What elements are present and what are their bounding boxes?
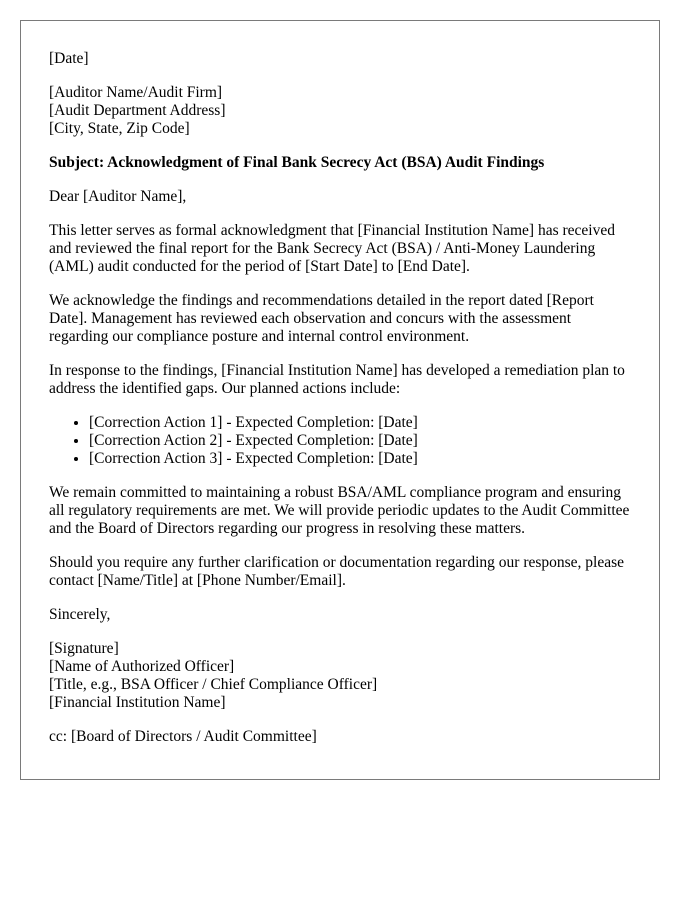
recipient-address — [49, 84, 631, 138]
letter-signoff: Sincerely, — [49, 606, 111, 623]
recipient-department-address: [Audit Department Address] — [49, 102, 226, 119]
paragraph-acknowledgment: This letter serves as formal acknowledgment that [Financial Institution Name] has received and reviewed the final report for the Bank Secrecy Act (BSA) / Anti-Money Laundering (AML) audit conducted for the period of [Start Date] to [End Date]. — [49, 222, 615, 275]
letter-date: [Date] — [49, 50, 89, 67]
paragraph-commitment: We remain committed to maintaining a robust BSA/AML compliance program and ensuring all regulatory requirements are met. We will provide periodic updates to the Audit Committee and the Board of Directors regarding our progress in resolving these matters. — [49, 484, 630, 537]
letter-salutation: Dear [Auditor Name], — [49, 188, 187, 205]
signature-block — [49, 640, 631, 712]
letter-cc: cc: [Board of Directors / Audit Committee] — [49, 728, 317, 745]
list-item: • [Correction Action 2] - Expected Completion: [Date] — [89, 432, 631, 450]
paragraph-remediation: In response to the findings, [Financial Institution Name] has developed a remediation plan to address the identified gaps. Our planned actions include: — [49, 362, 625, 397]
signer-title: [Title, e.g., BSA Officer / Chief Compliance Officer] — [49, 676, 378, 693]
recipient-name: [Auditor Name/Audit Firm] — [49, 84, 223, 101]
signer-institution: [Financial Institution Name] — [49, 694, 226, 711]
list-item: • [Correction Action 3] - Expected Completion: [Date] — [89, 450, 631, 468]
paragraph-findings: We acknowledge the findings and recommendations detailed in the report dated [Report Date]. Management has reviewed each observation and concurs with the assessment regarding our compliance posture and internal control environment. — [49, 292, 594, 345]
recipient-city-state-zip: [City, State, Zip Code] — [49, 120, 190, 137]
letter-document — [20, 20, 660, 780]
signer-name: [Name of Authorized Officer] — [49, 658, 235, 675]
remediation-action-list — [49, 414, 631, 468]
list-item: • [Correction Action 1] - Expected Completion: [Date] — [89, 414, 631, 432]
letter-subject: Subject: Acknowledgment of Final Bank Secrecy Act (BSA) Audit Findings — [49, 154, 545, 171]
paragraph-contact: Should you require any further clarification or documentation regarding our response, please contact [Name/Title] at [Phone Number/Email]. — [49, 554, 625, 589]
signature-line: [Signature] — [49, 640, 119, 657]
